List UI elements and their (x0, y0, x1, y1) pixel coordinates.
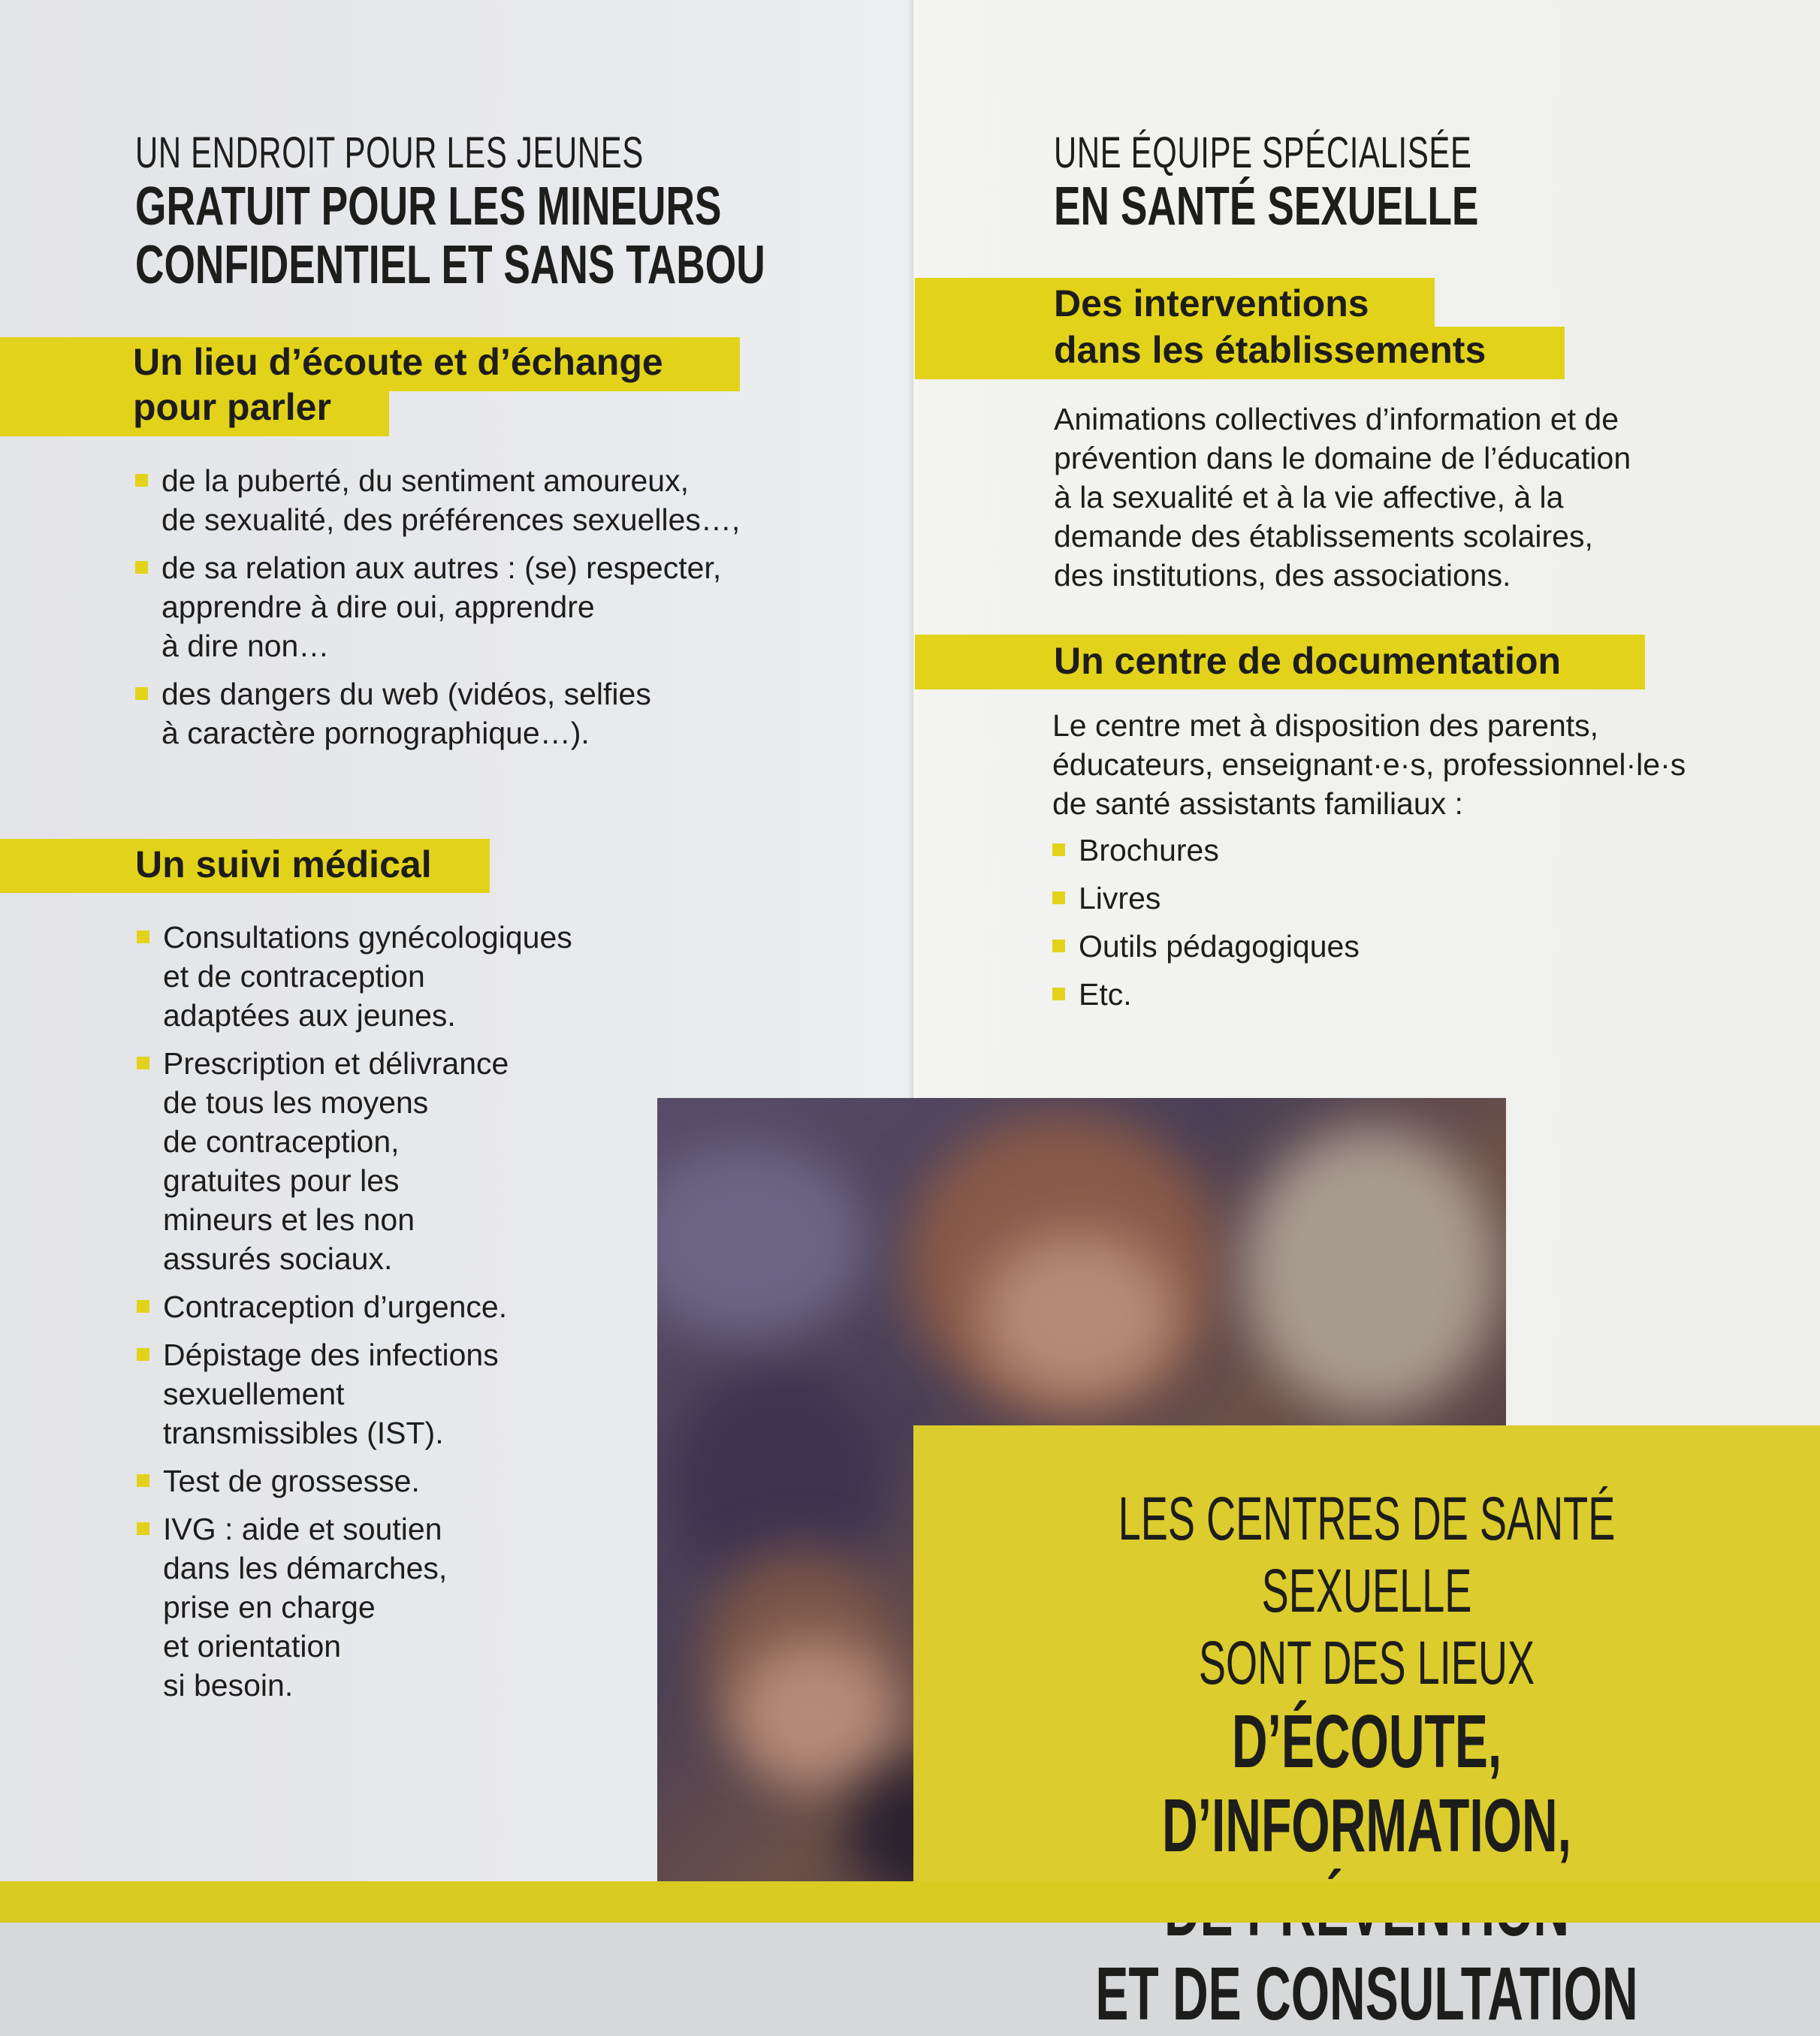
left-heading-thin: UN ENDROIT POUR LES JEUNES (135, 128, 644, 177)
photo-blob (980, 1233, 1176, 1398)
suivi-list (137, 918, 647, 1714)
list-item: des dangers du web (vidéos, selfies à caractère pornographique…). (135, 674, 796, 753)
list-item: Prescription et délivrance de tous les moyens de contraception, gratuites pour les mineurs et les non assurés sociaux. (137, 1044, 647, 1278)
bullet-icon (137, 1057, 149, 1069)
interventions-text: Animations collectives d’information et de prévention dans le domaine de l’éducation à la sexualité et à la vie affective, à la demande des établissements scolaires, des institutions, des associations. (1054, 402, 1631, 593)
cta-thin-1: LES CENTRES DE SANTÉ SEXUELLE (1118, 1485, 1616, 1625)
list-item: de la puberté, du sentiment amoureux, de sexualité, des préférences sexuelles…, (135, 461, 796, 539)
list-item: de sa relation aux autres : (se) respecter, apprendre à dire oui, apprendre à dire non… (135, 548, 796, 665)
bullet-icon (1052, 988, 1065, 1000)
documentation-text: Le centre met à disposition des parents, éducateurs, enseignant·e·s, professionnel·le·s de santé assistants familiaux : (1052, 708, 1686, 821)
list-item: Consultations gynécologiques et de contraception adaptées aux jeunes. (137, 918, 647, 1035)
section-title-interventions-line1: Des interventions (1054, 282, 1369, 324)
left-heading-bold-2: CONFIDENTIEL ET SANS TABOU (135, 235, 765, 295)
list-item: Test de grossesse. (137, 1461, 647, 1501)
bullet-icon (137, 1522, 149, 1535)
bullet-icon (1052, 843, 1065, 856)
cta-bold-1: D’ÉCOUTE, D’INFORMATION, (1161, 1700, 1572, 1868)
photo-blob (732, 1639, 898, 1789)
right-heading (1054, 128, 1634, 237)
section-title-suivi: Un suivi médical (135, 843, 432, 885)
right-heading-thin: UNE ÉQUIPE SPÉCIALISÉE (1054, 128, 1472, 177)
list-item: Outils pédagogiques (1052, 927, 1578, 966)
cta-bold-3: ET DE CONSULTATION (1095, 1952, 1638, 2036)
bullet-icon (137, 1348, 149, 1361)
bullet-icon (135, 474, 148, 487)
left-heading-bold-1: GRATUIT POUR LES MINEURS (135, 176, 722, 237)
section-title-interventions-line2: dans les établissements (1054, 329, 1486, 371)
list-item: IVG : aide et soutien dans les démarches, prise en charge et orientation si besoin. (137, 1510, 647, 1705)
list-item: Brochures (1052, 831, 1578, 870)
cta-text (913, 1483, 1820, 2036)
section-title-ecoute-line2: pour parler (133, 386, 331, 428)
photo-blob (657, 1143, 868, 1338)
photo-blob (1243, 1128, 1499, 1413)
bullet-icon (1052, 891, 1065, 904)
cta-thin-2: SONT DES LIEUX (1198, 1629, 1535, 1697)
bullet-icon (137, 1300, 149, 1313)
bullet-icon (135, 687, 148, 700)
list-item: Dépistage des infections sexuellement transmissibles (IST). (137, 1335, 647, 1452)
ecoute-list (135, 461, 796, 762)
bullet-icon (1052, 940, 1065, 952)
left-heading (135, 128, 986, 295)
list-item: Etc. (1052, 975, 1578, 1014)
bullet-icon (135, 561, 148, 574)
list-item: Livres (1052, 879, 1578, 918)
right-heading-bold: EN SANTÉ SEXUELLE (1054, 176, 1479, 237)
bottom-yellow-strip (0, 1881, 1820, 1923)
documentation-list (1052, 831, 1578, 1023)
bullet-icon (137, 1474, 149, 1487)
bullet-icon (137, 931, 149, 943)
section-title-documentation: Un centre de documentation (1054, 640, 1562, 682)
list-item: Contraception d’urgence. (137, 1287, 647, 1326)
section-title-ecoute-line1: Un lieu d’écoute et d’échange (133, 341, 663, 383)
